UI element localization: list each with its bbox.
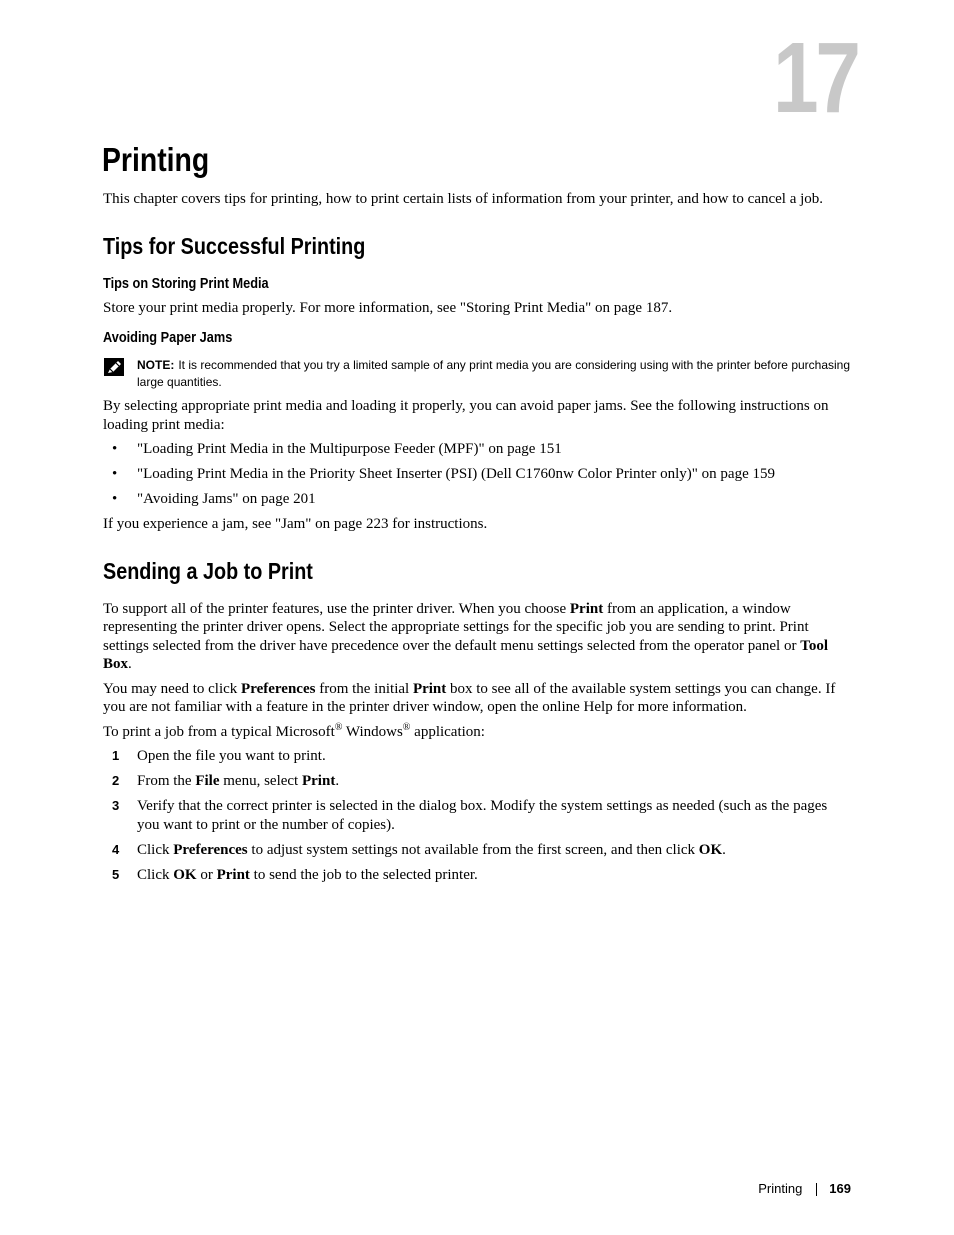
note-label: NOTE: xyxy=(137,358,175,372)
step-number: 2 xyxy=(112,773,120,788)
print-steps-list xyxy=(103,747,851,884)
step-number: 4 xyxy=(112,841,120,857)
section-heading-send: Sending a Job to Print xyxy=(103,557,313,584)
text-run: Windows xyxy=(342,723,403,740)
step-item xyxy=(103,841,851,860)
step-text: Open the file you want to print. xyxy=(137,748,326,764)
intro-paragraph: This chapter covers tips for printing, how to print certain lists of information from your printer, and how to cancel a job. xyxy=(103,191,824,207)
registered-mark: ® xyxy=(402,721,411,733)
ui-term-print: Print xyxy=(569,600,604,617)
bullet-dot: • xyxy=(112,491,118,507)
step-number: 5 xyxy=(112,866,120,882)
note-body: It is recommended that you try a limited sample of any print media you are considering using with the printer before purchasing large quantities. xyxy=(137,358,851,389)
step-item xyxy=(103,866,851,885)
step-text: From the File menu, select Print. xyxy=(137,773,340,789)
text-run: box to see all of the available system settings you can change. If you are not familiar with a feature in the printer driver window, open the online Help for more information. xyxy=(103,680,836,715)
list-item-text[interactable]: "Loading Print Media in the Priority Sheet Inserter (PSI) (Dell C1760nw Color Printer only)" on page 159 xyxy=(137,466,775,482)
chapter-number: 17 xyxy=(773,22,858,134)
list-item-text[interactable]: "Avoiding Jams" on page 201 xyxy=(137,491,316,507)
list-item-text[interactable]: "Loading Print Media in the Multipurpose Feeder (MPF)" on page 151 xyxy=(137,441,562,457)
page-number: 169 xyxy=(829,1181,851,1196)
ui-term-toolbox: Tool Box xyxy=(103,637,829,672)
note-pencil-icon xyxy=(103,357,125,377)
text-run: from an application, a window representing the printer driver opens. Select the appropriate settings for the specific job you are sending to print. Print settings selected from the driver have precedence over the default menu settings selected from the operator panel or xyxy=(103,600,809,654)
list-item xyxy=(103,440,851,459)
send-paragraph-2 xyxy=(103,680,851,717)
jams-paragraph: By selecting appropriate print media and loading it properly, you can avoid paper jams. See the following instructions on loading print media: xyxy=(103,398,829,433)
text-run: To support all of the printer features, use the printer driver. When you choose xyxy=(103,600,570,617)
storing-paragraph: Store your print media properly. For more information, see "Storing Print Media" on page 187. xyxy=(103,299,673,316)
step-text: Click OK or Print to send the job to the selected printer. xyxy=(137,866,478,883)
note-box xyxy=(103,357,851,391)
page-footer xyxy=(758,1180,851,1198)
step-text: Click Preferences to adjust system settings not available from the first screen, and then click OK. xyxy=(137,841,726,858)
list-item xyxy=(103,490,851,509)
text-run: You may need to click xyxy=(103,680,242,697)
registered-mark: ® xyxy=(334,721,343,733)
page-content xyxy=(103,190,851,891)
step-text: Verify that the correct printer is selected in the dialog box. Modify the system settings as needed (such as the pages you want to print or the number of copies). xyxy=(137,798,828,833)
note-text xyxy=(137,357,851,391)
page-title: Printing xyxy=(102,141,210,178)
text-run: To print a job from a typical Microsoft xyxy=(103,723,335,740)
footer-divider xyxy=(816,1183,817,1196)
text-run: from the initial xyxy=(315,680,413,697)
send-paragraph-1 xyxy=(103,600,851,674)
footer-chapter-label: Printing xyxy=(758,1181,803,1196)
jam-reference-paragraph: If you experience a jam, see "Jam" on page 223 for instructions. xyxy=(103,516,488,532)
list-item xyxy=(103,465,851,484)
subheading-jams: Avoiding Paper Jams xyxy=(103,330,233,346)
send-paragraph-3 xyxy=(103,723,851,742)
step-number: 3 xyxy=(112,798,120,813)
section-heading-tips: Tips for Successful Printing xyxy=(103,232,366,259)
text-run: application: xyxy=(410,723,485,740)
loading-links-list xyxy=(103,440,851,509)
step-item xyxy=(103,772,851,791)
subheading-storing: Tips on Storing Print Media xyxy=(103,275,269,292)
bullet-dot: • xyxy=(112,441,118,457)
bullet-dot: • xyxy=(112,466,118,482)
step-number: 1 xyxy=(112,748,120,763)
text-run: . xyxy=(128,656,132,672)
ui-term-preferences: Preferences xyxy=(241,680,316,697)
step-item xyxy=(103,797,851,834)
ui-term-print: Print xyxy=(412,680,447,697)
step-item xyxy=(103,747,851,766)
